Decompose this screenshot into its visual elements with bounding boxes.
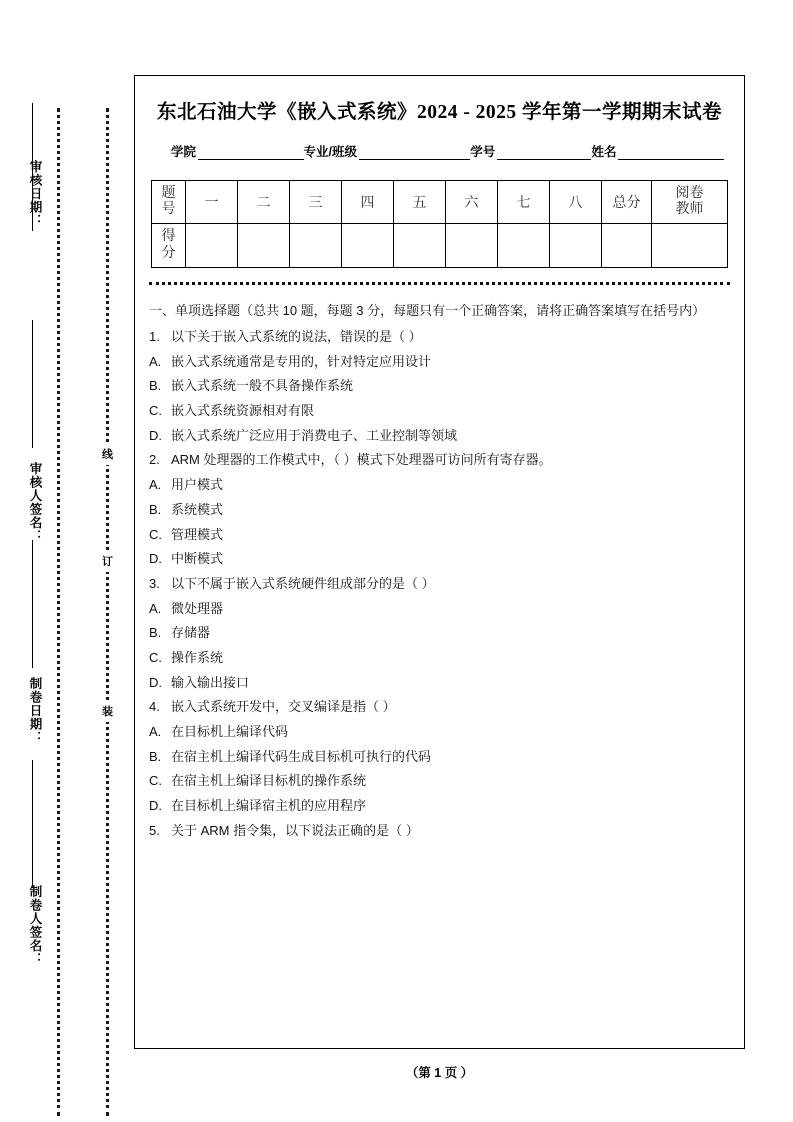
score-cell-6[interactable] <box>446 224 498 268</box>
question-4-option-a[interactable]: A. 在目标机上编译代码 <box>149 720 730 745</box>
question-body <box>149 299 730 843</box>
option-label: C. <box>149 649 162 665</box>
question-3-option-c[interactable]: C. 操作系统 <box>149 646 730 671</box>
score-table-score-header: 得 分 <box>152 224 186 268</box>
question-4-option-d[interactable]: D. 在目标机上编译宿主机的应用程序 <box>149 794 730 819</box>
marker-label-line2: 教师 <box>675 202 704 217</box>
margin-dotted-line-outer <box>57 108 60 1116</box>
score-cell-1[interactable] <box>186 224 238 268</box>
score-cell-5[interactable] <box>394 224 446 268</box>
question-4-option-c[interactable]: C. 在宿主机上编译目标机的操作系统 <box>149 769 730 794</box>
score-col-1: 一 <box>186 181 238 224</box>
question-3-stem: 3. 以下不属于嵌入式系统硬件组成部分的是（ ） <box>149 572 730 597</box>
option-label: A. <box>149 600 162 616</box>
question-2-stem: 2. ARM 处理器的工作模式中，（ ）模式下处理器可访问所有寄存器。 <box>149 448 730 473</box>
student-id-label: 学号 <box>470 145 496 159</box>
page-footer: （第 1 页 ） <box>405 1066 474 1080</box>
option-label: C. <box>149 526 162 542</box>
question-3-number: 3. <box>149 575 160 591</box>
score-cell-2[interactable] <box>238 224 290 268</box>
option-label: A. <box>149 724 162 740</box>
question-3-option-b[interactable]: B. 存储器 <box>149 621 730 646</box>
score-col-7: 七 <box>498 181 550 224</box>
question-3-option-a[interactable]: A. 微处理器 <box>149 597 730 622</box>
score-col-2: 二 <box>238 181 290 224</box>
margin-rule-3 <box>32 540 33 668</box>
question-1-stem: 1. 以下关于嵌入式系统的说法，错误的是（ ） <box>149 325 730 350</box>
score-col-3: 三 <box>290 181 342 224</box>
student-info-row <box>171 142 724 160</box>
score-col-5: 五 <box>394 181 446 224</box>
seam-bind-char: 订 <box>99 550 116 572</box>
score-table-value-row <box>152 224 728 268</box>
question-4-number: 4. <box>149 699 160 715</box>
score-cell-7[interactable] <box>498 224 550 268</box>
score-cell-4[interactable] <box>342 224 394 268</box>
option-label: A. <box>149 353 162 369</box>
question-4-option-b[interactable]: B. 在宿主机上编译代码生成目标机可执行的代码 <box>149 745 730 770</box>
option-label: D. <box>149 427 162 443</box>
option-label: B. <box>149 378 162 394</box>
name-input[interactable] <box>618 146 724 160</box>
score-cell-marker[interactable] <box>652 224 728 268</box>
margin-rule-4 <box>32 760 33 888</box>
option-label: C. <box>149 403 162 419</box>
question-5-stem: 5. 关于 ARM 指令集，以下说法正确的是（ ） <box>149 819 730 844</box>
margin-rule-2 <box>32 320 33 448</box>
option-label: B. <box>149 625 162 641</box>
score-col-4: 四 <box>342 181 394 224</box>
score-cell-total[interactable] <box>602 224 652 268</box>
score-col-marker <box>652 181 728 224</box>
binding-margin <box>0 0 134 1122</box>
question-2-option-a[interactable]: A. 用户模式 <box>149 473 730 498</box>
section-1-heading: 一、单项选择题（总共 10 题，每题 3 分，每题只有一个正确答案，请将正确答案填写在括号内） <box>149 303 706 318</box>
option-label: A. <box>149 477 162 493</box>
option-label: D. <box>149 798 162 814</box>
question-4-stem: 4. 嵌入式系统开发中，交叉编译是指（ ） <box>149 695 730 720</box>
section-divider <box>149 282 730 285</box>
name-label: 姓名 <box>591 145 617 159</box>
exam-title: 东北石油大学《嵌入式系统》2024 - 2025 学年第一学期期末试卷 <box>156 102 723 123</box>
question-1-option-d[interactable]: D. 嵌入式系统广泛应用于消费电子、工业控制等领域 <box>149 424 730 449</box>
score-col-6: 六 <box>446 181 498 224</box>
question-1-number: 1. <box>149 329 160 345</box>
seam-pack-char: 装 <box>99 700 116 722</box>
question-1-option-c[interactable]: C. 嵌入式系统资源相对有限 <box>149 399 730 424</box>
score-table-header-row <box>152 181 728 224</box>
option-label: B. <box>149 501 162 517</box>
score-cell-3[interactable] <box>290 224 342 268</box>
score-table <box>151 180 728 268</box>
major-input[interactable] <box>359 146 470 160</box>
score-col-total: 总分 <box>602 181 652 224</box>
question-2-option-c[interactable]: C. 管理模式 <box>149 523 730 548</box>
option-label: C. <box>149 773 162 789</box>
option-label: D. <box>149 551 162 567</box>
seam-line-char: 线 <box>99 443 116 465</box>
question-2-number: 2. <box>149 452 160 468</box>
score-col-8: 八 <box>550 181 602 224</box>
exam-content-frame <box>134 75 745 1049</box>
reviewer-signature-label: 审核人签名： <box>28 462 42 543</box>
college-label: 学院 <box>171 145 197 159</box>
question-1-option-a[interactable]: A. 嵌入式系统通常是专用的，针对特定应用设计 <box>149 350 730 375</box>
score-cell-8[interactable] <box>550 224 602 268</box>
option-label: D. <box>149 674 162 690</box>
option-label: B. <box>149 748 162 764</box>
college-input[interactable] <box>198 146 304 160</box>
question-5-number: 5. <box>149 822 160 838</box>
margin-dotted-line-inner <box>106 108 109 1116</box>
question-2-option-d[interactable]: D. 中断模式 <box>149 547 730 572</box>
paper-date-label: 制卷日期： <box>28 677 42 745</box>
question-3-option-d[interactable]: D. 输入输出接口 <box>149 671 730 696</box>
score-table-question-header: 题 号 <box>152 181 186 224</box>
question-2-option-b[interactable]: B. 系统模式 <box>149 498 730 523</box>
major-label: 专业/班级 <box>303 145 358 159</box>
question-1-option-b[interactable]: B. 嵌入式系统一般不具备操作系统 <box>149 374 730 399</box>
marker-label-line1: 阅卷 <box>675 185 704 201</box>
student-id-input[interactable] <box>497 146 591 160</box>
paper-maker-signature-label: 制卷人签名： <box>28 885 42 966</box>
review-date-label: 审核日期： <box>28 160 42 228</box>
